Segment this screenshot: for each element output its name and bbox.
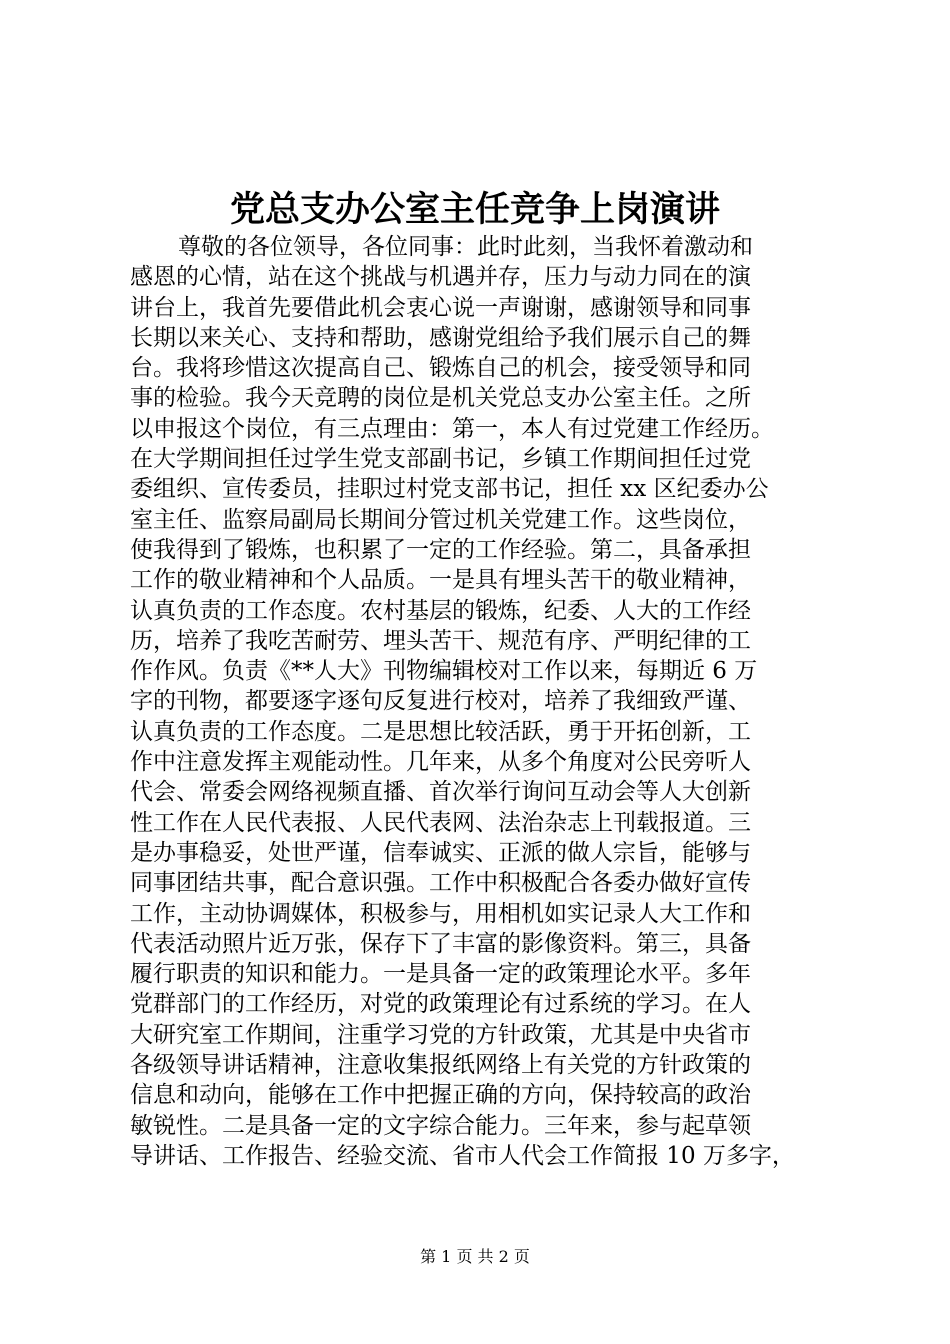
body-text-line: 认真负责的工作态度。农村基层的锻炼，纪委、人大的工作经: [130, 597, 751, 624]
body-text-line: 工作的敬业精神和个人品质。一是具有埋头苦干的敬业精神，: [130, 567, 751, 594]
body-text-line: 党群部门的工作经历，对党的政策理论有过系统的学习。在人: [130, 991, 751, 1018]
body-text-line: 尊敬的各位领导，各位同事：此时此刻，当我怀着激动和: [178, 234, 753, 260]
body-text-line: 作作风。负责《**人大》刊物编辑校对工作以来，每期近 6 万: [130, 658, 758, 685]
body-text-line: 各级领导讲话精神，注意收集报纸网络上有关党的方针政策的: [130, 1052, 751, 1079]
body-text-line: 以申报这个岗位，有三点理由：第一，本人有过党建工作经历。: [130, 415, 774, 442]
body-text-line: 作中注意发挥主观能动性。几年来，从多个角度对公民旁听人: [130, 749, 751, 776]
document-body: [130, 232, 850, 1171]
body-text-line: 事的检验。我今天竞聘的岗位是机关党总支办公室主任。之所: [130, 385, 751, 412]
body-text-line: 使我得到了锻炼，也积累了一定的工作经验。第二，具备承担: [130, 536, 751, 563]
body-text-line: 信息和动向，能够在工作中把握正确的方向，保持较高的政治: [130, 1082, 751, 1109]
body-text-line: 感恩的心情，站在这个挑战与机遇并存，压力与动力同在的演: [130, 264, 751, 291]
body-text-line: 台。我将珍惜这次提高自己、锻炼自己的机会，接受领导和同: [130, 355, 751, 382]
body-text-line: 室主任、监察局副局长期间分管过机关党建工作。这些岗位，: [130, 506, 751, 533]
body-text-line: 同事团结共事，配合意识强。工作中积极配合各委办做好宣传: [130, 870, 751, 897]
body-text-line: 大研究室工作期间，注重学习党的方针政策，尤其是中央省市: [130, 1021, 751, 1048]
body-text-line: 代表活动照片近万张，保存下了丰富的影像资料。第三，具备: [130, 930, 751, 957]
document-title: 党总支办公室主任竞争上岗演讲: [229, 189, 720, 230]
body-text-line: 长期以来关心、支持和帮助，感谢党组给予我们展示自己的舞: [130, 324, 751, 351]
body-text-line: 导讲话、工作报告、经验交流、省市人代会工作简报 10 万多字，: [130, 1142, 795, 1169]
body-text-line: 认真负责的工作态度。二是思想比较活跃，勇于开拓创新，工: [130, 718, 751, 745]
body-text-line: 性工作在人民代表报、人民代表网、法治杂志上刊载报道。三: [130, 809, 751, 836]
body-text-line: 是办事稳妥，处世严谨，信奉诚实、正派的做人宗旨，能够与: [130, 839, 751, 866]
body-text-line: 讲台上，我首先要借此机会衷心说一声谢谢，感谢领导和同事: [130, 294, 751, 321]
body-text-line: 字的刊物，都要逐字逐句反复进行校对，培养了我细致严谨、: [130, 688, 751, 715]
body-text-line: 工作，主动协调媒体，积极参与，用相机如实记录人大工作和: [130, 900, 751, 927]
body-text-line: 历，培养了我吃苦耐劳、埋头苦干、规范有序、严明纪律的工: [130, 627, 751, 654]
body-text-line: 敏锐性。二是具备一定的文字综合能力。三年来，参与起草领: [130, 1112, 751, 1139]
body-text-line: 委组织、宣传委员，挂职过村党支部书记，担任 xx 区纪委办公: [130, 476, 769, 503]
body-text-line: 代会、常委会网络视频直播、首次举行询问互动会等人大创新: [130, 779, 751, 806]
body-text-line: 在大学期间担任过学生党支部副书记，乡镇工作期间担任过党: [130, 446, 751, 473]
page-footer: 第 1 页 共 2 页: [420, 1247, 530, 1266]
body-text-line: 履行职责的知识和能力。一是具备一定的政策理论水平。多年: [130, 961, 751, 988]
